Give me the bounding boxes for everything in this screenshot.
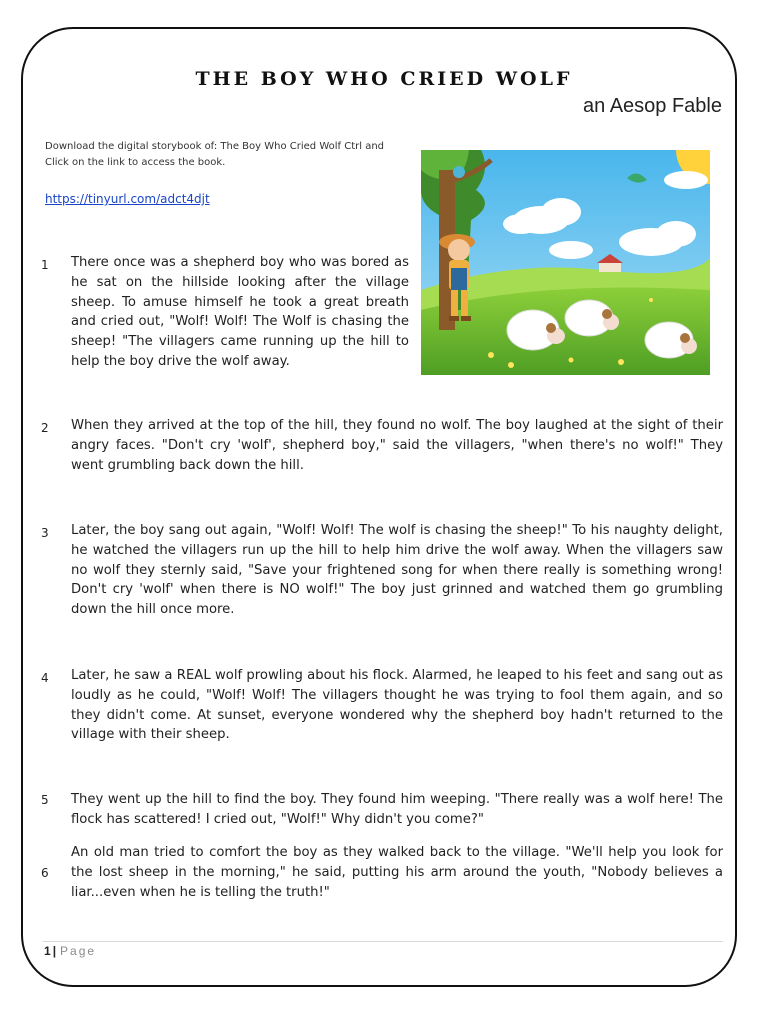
storybook-link[interactable]: https://tinyurl.com/adct4djt — [45, 192, 210, 206]
paragraph-4: Later, he saw a REAL wolf prowling about his flock. Alarmed, he leaped to his feet and sang out as loudly as he could, "Wolf! Wolf! The villagers thought he was trying to fool them again, and so they didn't come. At sunset, everyone wondered why the shepherd boy hadn't returned to the village with their sheep. — [71, 668, 723, 743]
paragraph-6: An old man tried to comfort the boy as they walked back to the village. "We'll help you look for the lost sheep in the morning," he said, putting his arm around the youth, "Nobody believes a liar...even when he is telling the truth!" — [71, 845, 723, 900]
paragraph-5: They went up the hill to find the boy. They found him weeping. "There really was a wolf here! The flock has scattered! I cried out, "Wolf!" Why didn't you come?" — [71, 792, 723, 827]
paragraph-3: Later, the boy sang out again, "Wolf! Wolf! The wolf is chasing the sheep!" To his naughty delight, he watched the villagers run up the hill to help him drive the wolf away. When the villagers saw no wolf they sternly said, "Save your frightened song for when there really is something wrong! Don't cry 'wolf' when there is NO wolf!" The boy just grinned and watched them go grumbling down the hill once more. — [71, 523, 723, 618]
page-number: 1 — [44, 944, 51, 958]
illustration-svg — [421, 150, 710, 375]
download-instructions: Download the digital storybook of: The Boy Who Cried Wolf Ctrl and Click on the link to access the book. — [45, 141, 385, 168]
page-footer — [44, 944, 96, 958]
paragraph-number: 2 — [41, 421, 49, 435]
paragraph-number: 6 — [41, 866, 49, 880]
footer-separator: | — [52, 944, 57, 958]
paragraph-number: 4 — [41, 671, 49, 685]
paragraph-2: When they arrived at the top of the hill, they found no wolf. The boy laughed at the sight of their angry faces. "Don't cry 'wolf', shepherd boy," said the villagers, "when there's no wolf!" They went grumbling back down the hill. — [71, 418, 723, 473]
page-subtitle: an Aesop Fable — [583, 95, 722, 117]
paragraph-1: There once was a shepherd boy who was bored as he sat on the hillside looking after the village sheep. To amuse himself he took a great breath and cried out, "Wolf! Wolf! The Wolf is chasing the sheep! "The villagers came running up the hill to help the boy drive the wolf away. — [71, 255, 409, 369]
page-title: THE BOY WHO CRIED WOLF — [195, 68, 573, 90]
page-label: Page — [60, 944, 97, 958]
paragraph-number: 3 — [41, 526, 49, 540]
paragraph-number: 5 — [41, 793, 49, 807]
footer-divider — [43, 941, 723, 942]
paragraph-number: 1 — [41, 258, 49, 272]
story-illustration — [421, 150, 710, 375]
